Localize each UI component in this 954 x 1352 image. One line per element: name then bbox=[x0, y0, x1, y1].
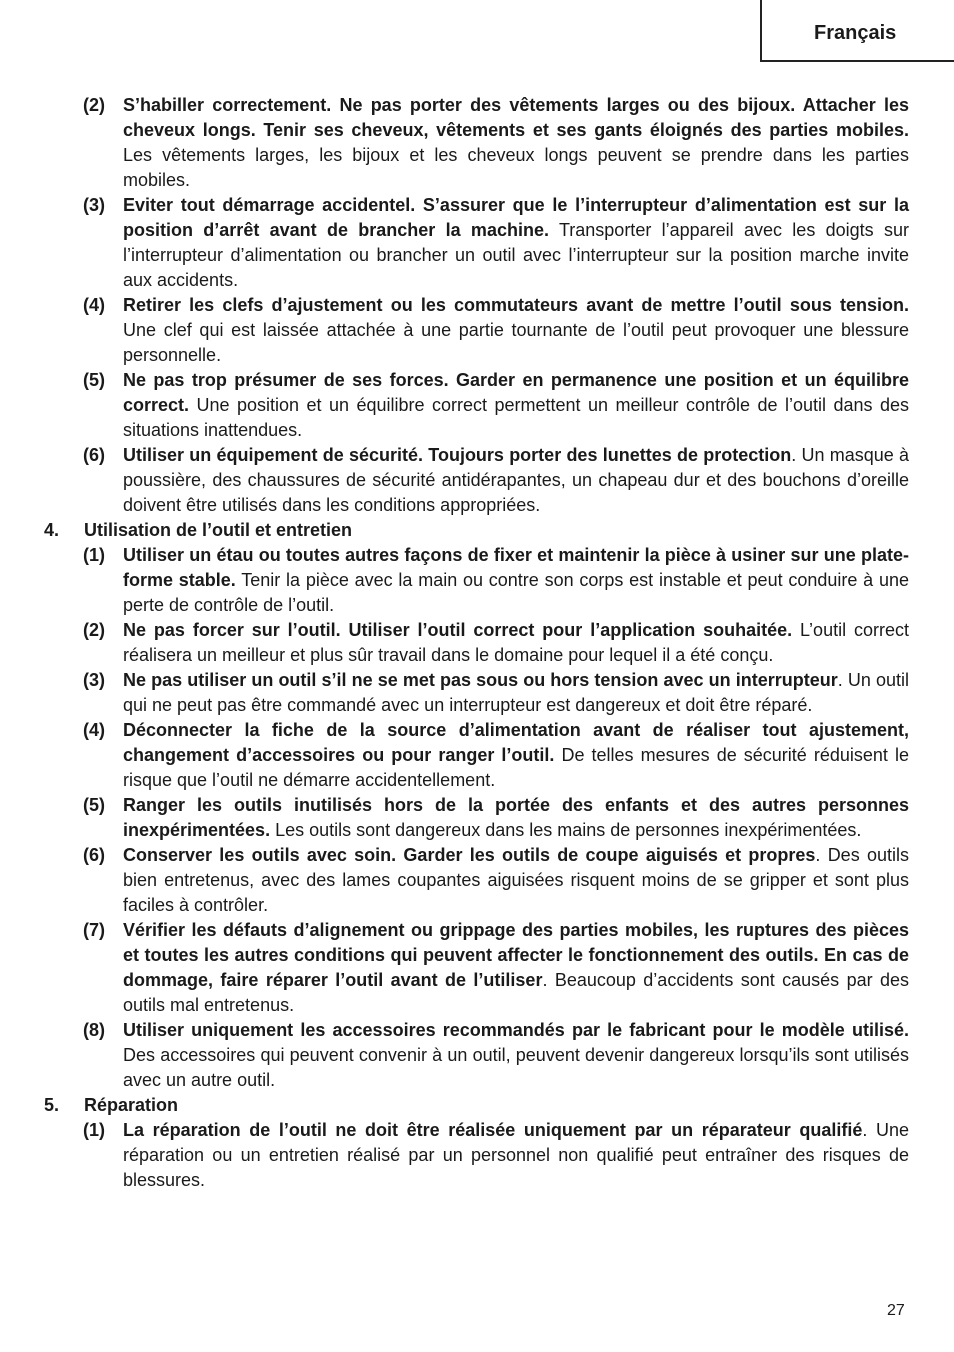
item-bold-text: Ne pas utiliser un outil s’il ne se met pas sous ou hors tension avec un interrupteur bbox=[123, 670, 838, 690]
item-bold-text: Conserver les outils avec soin. Garder les outils de coupe aiguisés et propres bbox=[123, 845, 816, 865]
item-text: Les outils sont dangereux dans les mains de personnes inexpérimentées. bbox=[270, 820, 862, 840]
language-tab bbox=[760, 0, 954, 62]
safety-instructions bbox=[44, 93, 909, 1193]
section-title: Utilisation de l’outil et entretien bbox=[84, 520, 353, 540]
item-number: (3) bbox=[83, 670, 105, 690]
item-number: (1) bbox=[83, 545, 105, 565]
item-text: Des accessoires qui peuvent convenir à un outil, peuvent devenir dangereux lorsqu’ils sont utilisés avec un autre outil. bbox=[123, 1045, 909, 1090]
item-bold-text: La réparation de l’outil ne doit être réalisée uniquement par un réparateur qualifié bbox=[123, 1120, 863, 1140]
item-number: (6) bbox=[83, 845, 105, 865]
item-number: (5) bbox=[83, 370, 105, 390]
section-heading bbox=[44, 1093, 909, 1118]
item-number: (3) bbox=[83, 195, 105, 215]
item-number: (2) bbox=[83, 620, 105, 640]
list-item bbox=[44, 1018, 909, 1093]
item-text: Tenir la pièce avec la main ou contre son corps est instable et peut conduire à une perte de contrôle de l’outil. bbox=[123, 570, 909, 615]
item-text: De telles mesures de sécurité réduisent le risque que l’outil ne démarre accidentellement. bbox=[123, 745, 909, 790]
language-label: Français bbox=[814, 22, 897, 44]
section-heading bbox=[44, 518, 909, 543]
section-title: Réparation bbox=[84, 1095, 179, 1115]
item-number: (2) bbox=[83, 95, 105, 115]
item-number: (1) bbox=[83, 1120, 105, 1140]
item-number: (7) bbox=[83, 920, 105, 940]
list-item bbox=[44, 793, 909, 843]
list-item bbox=[44, 293, 909, 368]
item-text: Une clef qui est laissée attachée à une partie tournante de l’outil peut provoquer une blessure personnelle. bbox=[123, 320, 909, 365]
page-number: 27 bbox=[887, 1302, 905, 1319]
item-bold-text: Déconnecter la fiche de la source d’alimentation avant de réaliser tout ajustement, changement d’accessoires ou pour ranger l’outil. bbox=[123, 720, 909, 765]
list-item bbox=[44, 718, 909, 793]
section-number: 4. bbox=[44, 520, 60, 540]
item-number: (5) bbox=[83, 795, 105, 815]
list-item bbox=[44, 93, 909, 193]
item-text: . Un masque à poussière, des chaussures de sécurité antidérapantes, un chapeau dur et des bouchons d’oreille doivent être utilisés dans les conditions appropriées. bbox=[123, 445, 909, 515]
item-text: L’outil correct réalisera un meilleur et plus sûr travail dans le domaine pour lequel il a été conçu. bbox=[123, 620, 909, 665]
section-number: 5. bbox=[44, 1095, 60, 1115]
item-number: (4) bbox=[83, 295, 105, 315]
item-bold-text: Ranger les outils inutilisés hors de la portée des enfants et des autres personnes inexpérimentées. bbox=[123, 795, 909, 840]
item-bold-text: Utiliser uniquement les accessoires recommandés par le fabricant pour le modèle utilisé. bbox=[123, 1020, 909, 1040]
item-text: . Des outils bien entretenus, avec des lames coupantes aiguisées risquent moins de se gripper et sont plus faciles à contrôler. bbox=[123, 845, 909, 915]
item-text: . Beaucoup d’accidents sont causés par des outils mal entretenus. bbox=[123, 970, 909, 1015]
list-item bbox=[44, 368, 909, 443]
item-bold-text: Retirer les clefs d’ajustement ou les commutateurs avant de mettre l’outil sous tension. bbox=[123, 295, 909, 315]
list-item bbox=[44, 843, 909, 918]
list-item bbox=[44, 443, 909, 518]
item-text: . Un outil qui ne peut pas être commandé avec un interrupteur est dangereux et doit être réparé. bbox=[123, 670, 909, 715]
list-item bbox=[44, 618, 909, 668]
item-bold-text: Ne pas forcer sur l’outil. Utiliser l’outil correct pour l’application souhaitée. bbox=[123, 620, 793, 640]
item-bold-text: Vérifier les défauts d’alignement ou grippage des parties mobiles, les ruptures des pièces et toutes les autres conditions qui peuvent affecter le fonctionnement des outils. En cas de dommage, faire réparer l’outil avant de l’utiliser bbox=[123, 920, 909, 990]
item-bold-text: Eviter tout démarrage accidentel. S’assurer que le l’interrupteur d’alimentation est sur la position d’arrêt avant de brancher la machine. bbox=[123, 195, 909, 240]
item-bold-text: Ne pas trop présumer de ses forces. Garder en permanence une position et un équilibre correct. bbox=[123, 370, 909, 415]
item-bold-text: S’habiller correctement. Ne pas porter des vêtements larges ou des bijoux. Attacher les cheveux longs. Tenir ses cheveux, vêtements et ses gants éloignés des parties mobiles. bbox=[123, 95, 909, 140]
list-item bbox=[44, 193, 909, 293]
item-number: (4) bbox=[83, 720, 105, 740]
item-text: Une position et un équilibre correct permettent un meilleur contrôle de l’outil dans des situations inattendues. bbox=[123, 395, 909, 440]
item-text: Transporter l’appareil avec les doigts sur l’interrupteur d’alimentation ou brancher un outil avec l’interrupteur sur la position marche invite aux accidents. bbox=[123, 220, 909, 290]
item-number: (8) bbox=[83, 1020, 105, 1040]
list-item bbox=[44, 918, 909, 1018]
item-text: Les vêtements larges, les bijoux et les cheveux longs peuvent se prendre dans les parties mobiles. bbox=[123, 145, 909, 190]
list-item bbox=[44, 1118, 909, 1193]
list-item bbox=[44, 543, 909, 618]
item-number: (6) bbox=[83, 445, 105, 465]
item-bold-text: Utiliser un étau ou toutes autres façons de fixer et maintenir la pièce à usiner sur une plate-forme stable. bbox=[123, 545, 909, 590]
item-text: . Une réparation ou un entretien réalisé par un personnel non qualifié peut entraîner des risques de blessures. bbox=[123, 1120, 909, 1190]
item-bold-text: Utiliser un équipement de sécurité. Toujours porter des lunettes de protection bbox=[123, 445, 792, 465]
list-item bbox=[44, 668, 909, 718]
